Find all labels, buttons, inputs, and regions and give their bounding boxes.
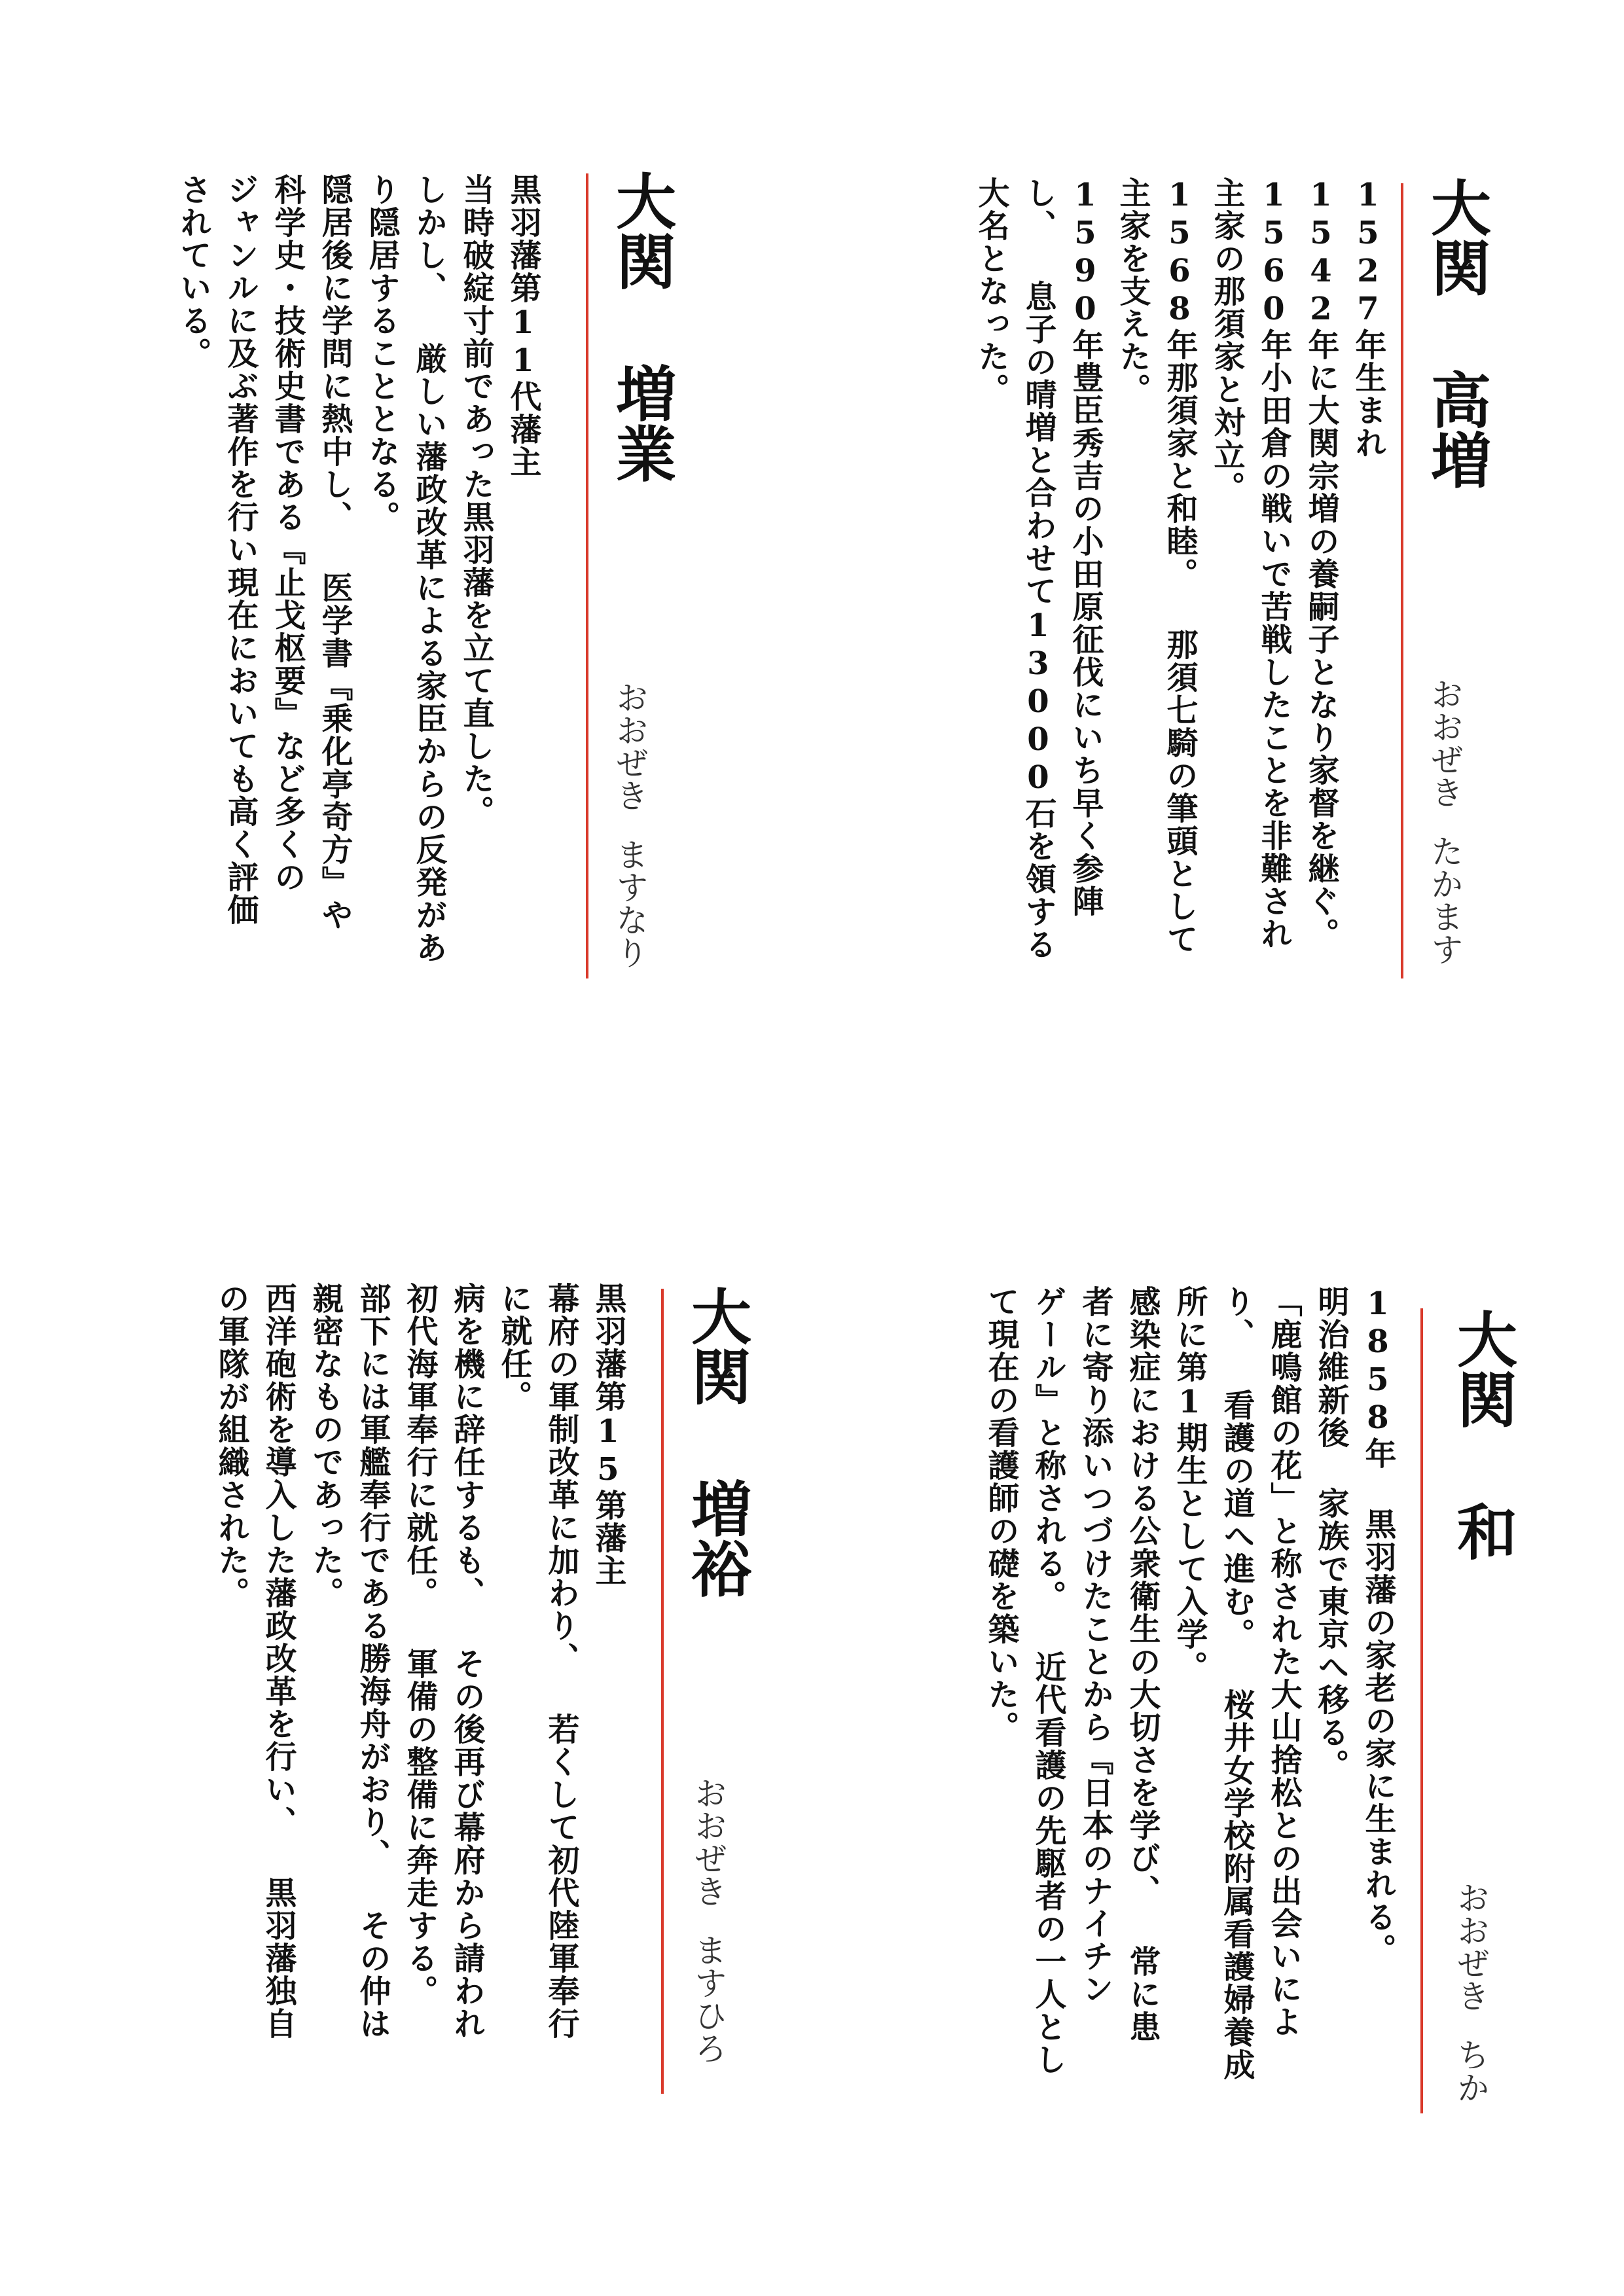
body-line: 病を機に辞任するも、 その後再び幕府から請われ: [448, 1282, 485, 2040]
body-line: 感染症における公衆衛生の大切さを学び、 常に患: [1124, 1285, 1161, 2043]
reading-surname: おおぜき: [1426, 677, 1464, 808]
body-line: 当時破綻寸前であった黒羽藩を立て直した。: [458, 173, 494, 828]
bio-masunari: [0, 0, 812, 1148]
body-line: ゲール』と称される。 近代看護の先駆者の一人とし: [1030, 1285, 1066, 2076]
body-line: り、 看護の道へ進む。 桜井女学校附属看護婦養成: [1218, 1285, 1255, 2081]
title-given: 増業: [606, 363, 677, 483]
body-line: 西洋砲術を導入した藩政改革を行い、 黒羽藩独自: [260, 1282, 297, 2040]
reading-given: ちか: [1452, 2038, 1490, 2104]
body-line: 幕府の軍制改革に加わり、 若くして初代陸軍奉行: [543, 1282, 579, 2040]
divider-rule: [586, 173, 588, 978]
bio-reading: [1427, 677, 1462, 965]
body-line: 科学史・技術史書である『止戈枢要』など多くの: [269, 173, 306, 893]
bio-masuhiro: [0, 1148, 812, 2296]
bio-chika: [812, 1148, 1624, 2296]
body-line: 1590年豊臣秀吉の小田原征伐にいち早く参陣: [1067, 177, 1104, 918]
body-line: 黒羽藩第15第藩主: [590, 1282, 626, 1587]
body-line: 初代海軍奉行に就任。 軍備の整備に奔走する。: [401, 1282, 438, 2007]
body-line: されている。: [175, 173, 211, 370]
bio-reading: [1453, 1881, 1489, 2104]
body-line: て現在の看護師の礎を築いた。: [983, 1285, 1019, 1744]
bio-title: [681, 1285, 752, 1598]
body-line: しかし、 厳しい藩政改革による家臣からの反発があ: [410, 173, 447, 964]
body-line: 1568年那須家と和睦。 那須七騎の筆頭として: [1161, 177, 1198, 956]
bio-body: [977, 1285, 1401, 2104]
bio-title: [1447, 1308, 1518, 1561]
body-line: 部下には軍艦奉行である勝海舟がおり、 その仲は: [354, 1282, 391, 2040]
body-line: 黒羽藩第11代藩主: [505, 173, 541, 478]
body-line: 大名となった。: [973, 177, 1009, 406]
body-line: 1858年 黒羽藩の家老の家に生まれる。: [1360, 1285, 1396, 1966]
bio-body: [208, 1282, 632, 2100]
bio-reading: [612, 681, 647, 969]
title-surname: 大関: [681, 1285, 752, 1406]
title-surname: 大関: [1421, 177, 1492, 297]
divider-rule: [661, 1289, 664, 2094]
body-line: ジャンルに及ぶ著作を行い現在においても高く評価: [222, 173, 259, 926]
body-line: 主家を支えた。: [1114, 177, 1151, 406]
bio-title: [1421, 177, 1492, 490]
body-line: の軍隊が組織された。: [213, 1282, 249, 1609]
body-line: 1542年に大関宗増の養嗣子となり家督を継ぐ。: [1303, 177, 1339, 950]
bio-body: [170, 173, 547, 992]
bio-body: [967, 177, 1392, 995]
body-line: 明治維新後 家族で東京へ移る。: [1312, 1285, 1349, 1782]
body-line: 1527年生まれ: [1350, 177, 1386, 459]
bio-title: [606, 170, 677, 483]
divider-rule: [1401, 183, 1403, 978]
body-line: り隠居することとなる。: [363, 173, 400, 533]
body-line: に就任。: [496, 1282, 532, 1413]
divider-rule: [1420, 1308, 1423, 2113]
bio-reading: [691, 1776, 726, 2064]
body-line: 1560年小田倉の戦いで苦戦したことを非難され: [1255, 177, 1292, 950]
body-line: 所に第1期生として入学。: [1171, 1285, 1208, 1683]
title-surname: 大関: [606, 170, 677, 291]
title-given: 増裕: [681, 1478, 752, 1598]
reading-given: ますひろ: [689, 1933, 727, 2064]
body-line: 隠居後に学問に熱中し、 医学書『乗化亭奇方』や: [316, 173, 353, 931]
body-line: 「鹿鳴館の花」と称された大山捨松との出会いによ: [1265, 1285, 1302, 2038]
reading-surname: おおぜき: [1452, 1881, 1490, 2012]
body-line: 親密なものであった。: [307, 1282, 344, 1609]
reading-given: たかます: [1426, 834, 1464, 965]
reading-surname: おおぜき: [689, 1776, 727, 1907]
body-line: 者に寄り添いつづけたことから『日本のナイチン: [1077, 1285, 1113, 2005]
title-surname: 大関: [1447, 1308, 1518, 1429]
title-given: 高増: [1421, 369, 1492, 490]
title-given: 和: [1447, 1501, 1518, 1561]
body-line: し、 息子の晴増と合わせて13000石を領する: [1020, 177, 1056, 961]
reading-given: ますなり: [611, 838, 649, 969]
reading-surname: おおぜき: [611, 681, 649, 812]
body-line: 主家の那須家と対立。: [1208, 177, 1245, 504]
